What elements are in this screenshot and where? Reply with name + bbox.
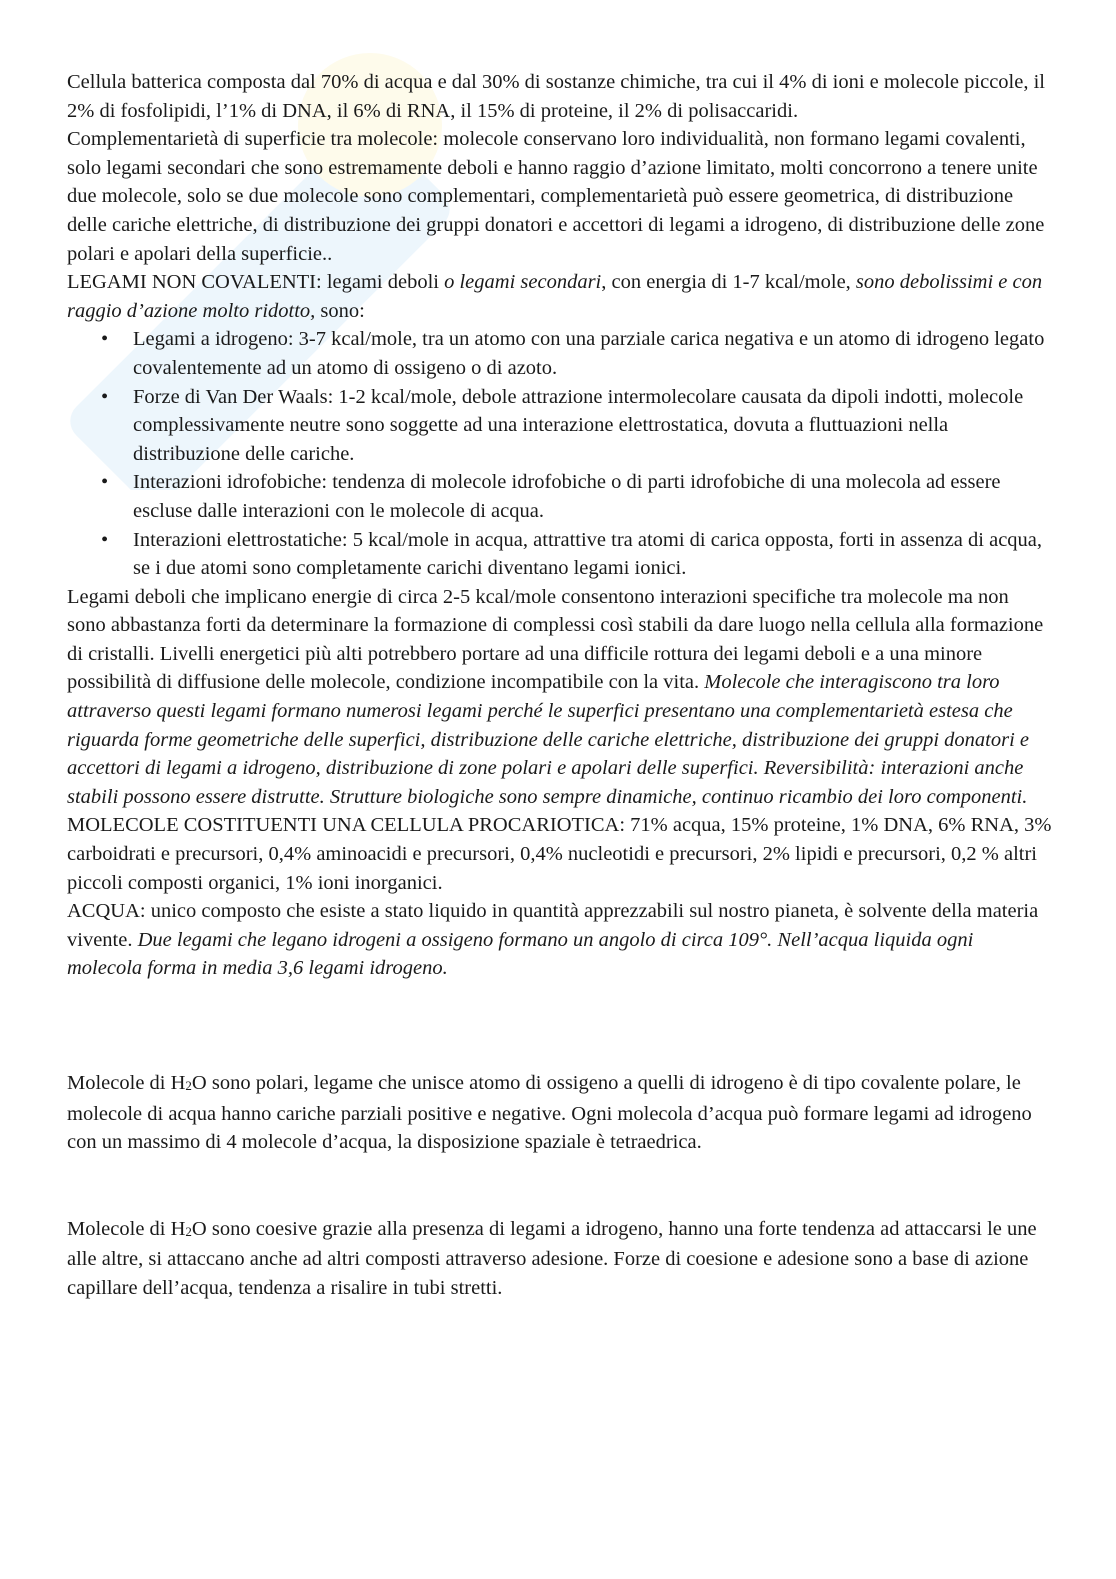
- bond-types-list: [67, 325, 1052, 582]
- paragraph-noncovalent-bonds: [67, 268, 1052, 325]
- italic-segment: Molecole che interagiscono tra loro attraverso questi legami formano numerosi legami perché le superfici presentano una complementarietà estesa che riguarda forme geometriche delle superfici, distribuzione delle cariche elettriche, distribuzione dei gruppi donatori e accettori di legami a idrogeno, distribuzione di zone polari e apolari delle superfici. Reversibilità: interazioni anche stabili possono essere distrutte. Strutture biologiche sono sempre dinamiche, continuo ricambio dei loro componenti.: [67, 671, 1030, 808]
- list-item: • Forze di Van Der Waals: 1-2 kcal/mole, debole attrazione intermolecolare causata da dipoli indotti, molecole complessivamente neutre sono soggette ad una interazione elettrostatica, dovuta a fluttuazioni nella distribuzione delle cariche.: [67, 383, 1052, 469]
- paragraph-prokaryotic-molecules: MOLECOLE COSTITUENTI UNA CELLULA PROCARIOTICA: 71% acqua, 15% proteine, 1% DNA, 6% RNA, 3% carboidrati e precursori, 0,4% aminoacidi e precursori, 0,4% nucleotidi e precursori, 2% lipidi e precursori, 0,2 % altri piccoli composti organici, 1% ioni inorganici.: [67, 814, 1052, 894]
- text-segment: Molecole di H: [67, 1217, 186, 1240]
- paragraph-bacterial-cell: Cellula batterica composta dal 70% di acqua e dal 30% di sostanze chimiche, tra cui il 4% di ioni e molecole piccole, il 2% di fosfolipidi, l’1% di DNA, il 6% di RNA, il 15% di proteine, il 2% di polisaccaridi.: [67, 71, 1045, 122]
- italic-segment: sono debolissimi e con raggio d’azione molto ridotto,: [67, 271, 1043, 322]
- list-item: • Legami a idrogeno: 3-7 kcal/mole, tra un atomo con una parziale carica negativa e un atomo di idrogeno legato covalentemente ad un atomo di ossigeno o di azoto.: [67, 325, 1052, 382]
- subscript: 2: [185, 1223, 192, 1239]
- paragraph-water: [67, 897, 1052, 983]
- text-segment: O sono coesive grazie alla presenza di legami a idrogeno, hanno una forte tendenza ad attaccarsi le une alle altre, si attaccano anche ad altri composti attraverso adesione. Forze di coesione e adesione sono a base di azione capillare dell’acqua, tendenza a risalire in tubi stretti.: [67, 1217, 1037, 1299]
- text-segment: O sono polari, legame che unisce atomo di ossigeno a quelli di idrogeno è di tipo covalente polare, le molecole di acqua hanno cariche parziali positive e negative. Ogni molecola d’acqua può formare legami ad idrogeno con un massimo di 4 molecole d’acqua, la disposizione spaziale è tetraedrica.: [67, 1072, 1032, 1154]
- spacer: [67, 983, 1052, 1069]
- text-segment: LEGAMI NON COVALENTI: legami deboli: [67, 271, 445, 294]
- document-page: [67, 68, 1052, 1303]
- text-segment: Legami deboli che implicano energie di circa 2-5 kcal/mole consentono interazioni specifiche tra molecole ma non sono abbastanza forti da determinare la formazione di complessi così stabili da dare luogo nella cellula alla formazione di cristalli. Livelli energetici più alti potrebbero portare ad una difficile rottura dei legami deboli e a una minore possibilità di diffusione delle molecole, condizione incompatibile con la vita.: [67, 585, 1044, 694]
- paragraph-weak-bonds: [67, 583, 1052, 812]
- paragraph-complementarity: Complementarietà di superficie tra molecole: molecole conservano loro individualità, non formano legami covalenti, solo legami secondari che sono estremamente deboli e hanno raggio d’azione limitato, molti concorrono a tenere unite due molecole, solo se due molecole sono complementari, complementarietà può essere geometrica, di distribuzione delle cariche elettriche, di distribuzione dei gruppi donatori e accettori di legami a idrogeno, di distribuzione delle zone polari e apolari della superficie..: [67, 128, 1045, 265]
- text-segment: Molecole di H: [67, 1072, 186, 1094]
- spacer: [67, 1157, 1052, 1215]
- list-item: • Interazioni elettrostatiche: 5 kcal/mole in acqua, attrattive tra atomi di carica opposta, forti in assenza di acqua, se i due atomi sono completamente carichi diventano legami ionici.: [67, 526, 1052, 583]
- text-segment: sono:: [315, 299, 365, 322]
- italic-segment: o legami secondari: [444, 271, 602, 294]
- list-item: • Interazioni idrofobiche: tendenza di molecole idrofobiche o di parti idrofobiche di una molecola ad essere escluse dalle interazioni con le molecole di acqua.: [67, 468, 1052, 525]
- text-segment: , con energia di 1-7 kcal/mole,: [601, 271, 856, 294]
- text-segment: ACQUA: unico composto che esiste a stato liquido in quantità apprezzabili sul nostro pianeta, è solvente della materia vivente.: [67, 900, 1039, 951]
- italic-segment: Due legami che legano idrogeni a ossigeno formano un angolo di circa 109°. Nell’acqua liquida ogni molecola forma in media 3,6 legami idrogeno.: [67, 928, 974, 980]
- paragraph-water-cohesion: [67, 1215, 1052, 1303]
- subscript: 2: [185, 1078, 192, 1093]
- paragraph-water-polarity: [67, 1069, 1052, 1157]
